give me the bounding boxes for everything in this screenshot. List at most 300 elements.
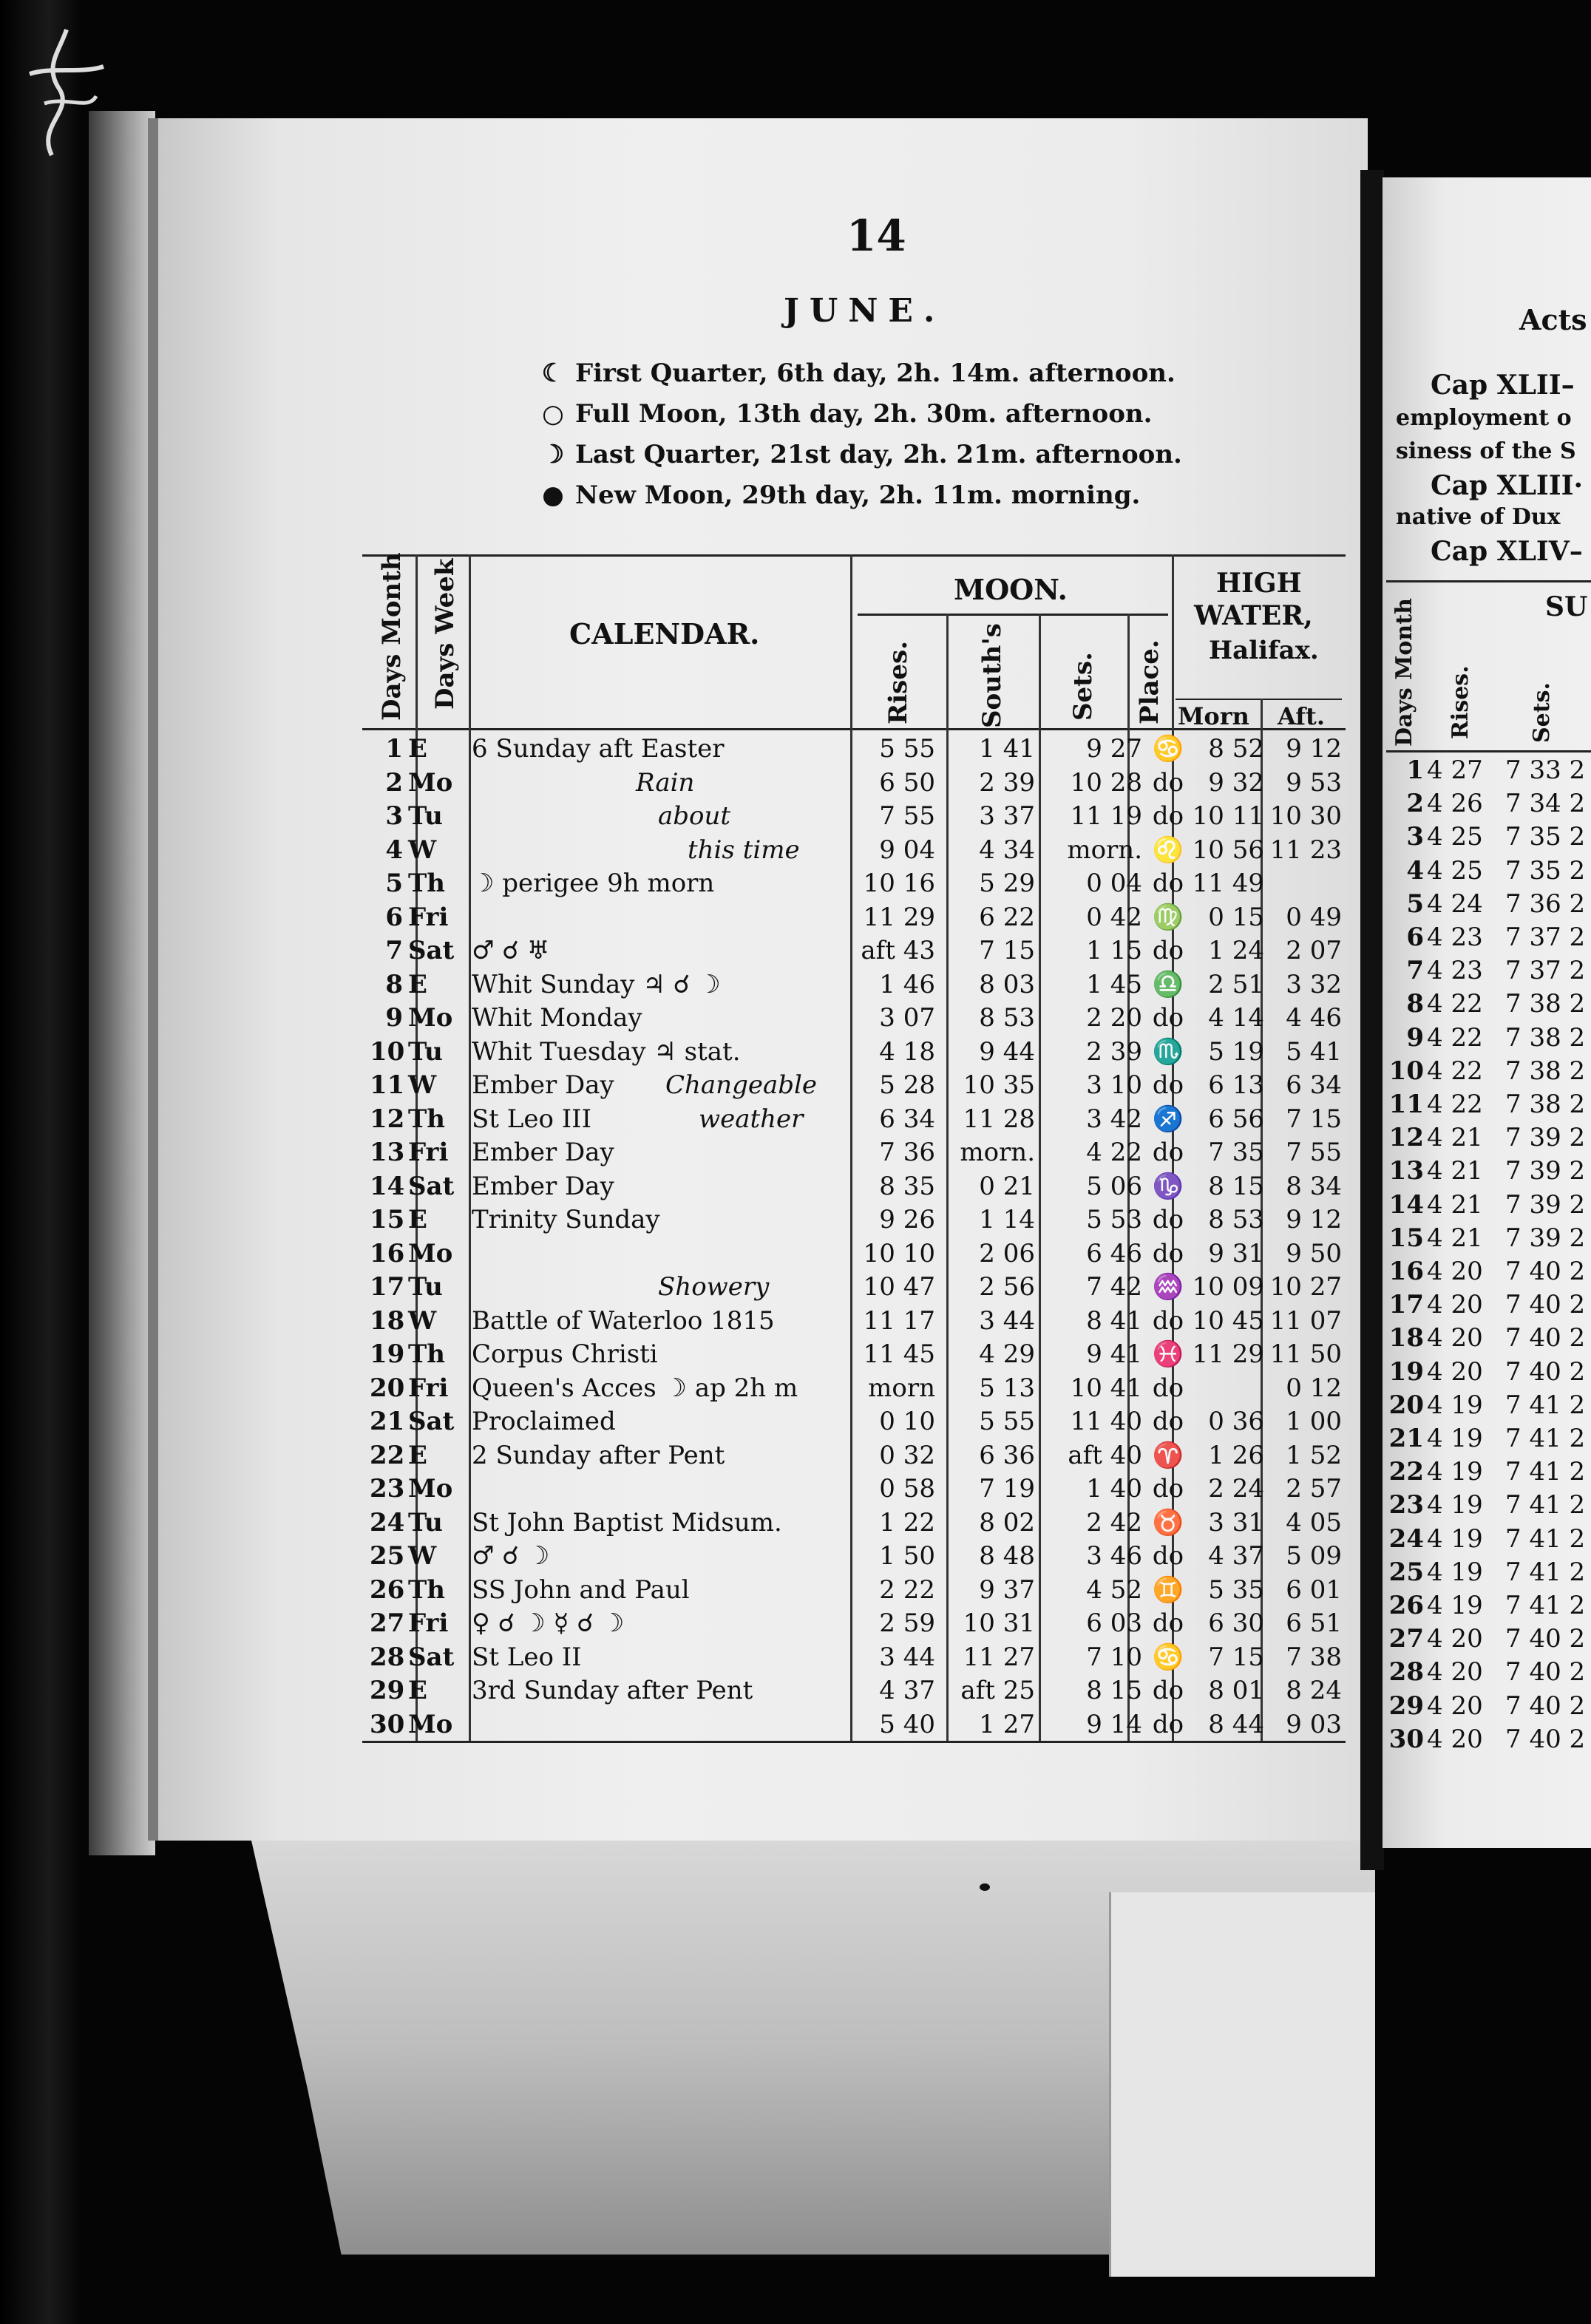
moon-rises: 0 58 (879, 1474, 935, 1504)
water-morn: 4 37 (1208, 1541, 1264, 1571)
sun-sets: 7 37 2 (1505, 956, 1586, 986)
moon-rises: 5 40 (879, 1709, 935, 1739)
rp-header-rule (1386, 750, 1591, 752)
sun-rises: 4 24 (1427, 889, 1483, 919)
water-morn: 8 01 (1208, 1676, 1264, 1705)
water-morn: 11 49 (1192, 869, 1264, 898)
day-of-month: 24 (370, 1507, 405, 1538)
right-table-row (1388, 989, 1591, 1025)
moon-souths: 9 37 (979, 1574, 1035, 1605)
moon-rises: 1 46 (879, 969, 935, 999)
calendar-entry: St Leo III (472, 1104, 592, 1134)
water-rule (1176, 699, 1342, 700)
sun-sets: 7 38 2 (1505, 989, 1586, 1019)
sun-sets: 7 39 2 (1505, 1189, 1586, 1220)
day-of-month: 22 (370, 1440, 405, 1470)
moon-souths: 2 56 (979, 1272, 1035, 1302)
sun-sets: 7 40 2 (1505, 1657, 1586, 1688)
water-aft: 5 09 (1286, 1541, 1342, 1571)
moon-souths: 8 02 (979, 1507, 1035, 1538)
table-row (362, 1070, 1346, 1106)
day-of-week: Th (408, 1104, 446, 1134)
moon-souths: 8 53 (979, 1003, 1035, 1033)
day-of-week: Tu (408, 1272, 443, 1302)
calendar-entry: 3rd Sunday after Pent (472, 1676, 753, 1705)
sun-rises: 4 19 (1427, 1457, 1483, 1487)
rp-header-days: Days Month (1391, 598, 1417, 747)
moon-souths: 11 27 (963, 1642, 1035, 1672)
water-aft: 0 49 (1286, 902, 1342, 932)
right-table-row (1388, 923, 1591, 958)
moon-sets: 6 46 (1086, 1238, 1142, 1268)
moon-place: do (1152, 1474, 1184, 1504)
header-days-week: Days Week (430, 558, 460, 710)
moon-sets: 2 39 (1086, 1036, 1142, 1067)
sun-rises: 4 27 (1427, 755, 1483, 785)
moon-souths: 5 55 (979, 1407, 1035, 1436)
right-table-row (1388, 1490, 1591, 1526)
water-morn: 9 32 (1208, 767, 1264, 798)
day-of-week: W (408, 1305, 437, 1336)
day-of-month: 22 (1388, 1457, 1424, 1487)
moon-place: do (1152, 1373, 1184, 1403)
water-morn: 10 45 (1192, 1305, 1264, 1336)
moon-phase-line (540, 440, 1182, 469)
water-aft: 9 50 (1286, 1238, 1342, 1268)
moon-souths: 11 28 (963, 1104, 1035, 1134)
day-of-month: 3 (1406, 822, 1424, 852)
moon-place: do (1152, 1305, 1184, 1336)
day-of-month: 13 (1388, 1156, 1424, 1186)
calendar-entry: ♂ ☌ ♅ (472, 936, 550, 965)
table-row (362, 1138, 1346, 1173)
calendar-entry: Rain (636, 767, 695, 798)
water-aft: 9 12 (1286, 734, 1342, 764)
moon-sets: 11 40 (1070, 1407, 1142, 1436)
moon-sets: 1 15 (1086, 936, 1142, 965)
sun-sets: 7 35 2 (1505, 855, 1586, 886)
table-row (362, 1239, 1346, 1274)
moon-souths: 2 39 (979, 767, 1035, 798)
right-table-row (1388, 1657, 1591, 1693)
water-aft: 8 34 (1286, 1171, 1342, 1201)
sun-rises: 4 22 (1427, 989, 1483, 1019)
water-aft: 0 12 (1286, 1373, 1342, 1403)
moon-sets: 5 06 (1086, 1171, 1142, 1201)
table-row (362, 1104, 1346, 1140)
day-of-month: 19 (1388, 1356, 1424, 1387)
moon-place: ♎ (1152, 969, 1184, 999)
moon-sets: 0 04 (1086, 869, 1142, 898)
right-table-row (1388, 1023, 1591, 1059)
water-aft: 4 05 (1286, 1507, 1342, 1538)
moon-sets: aft 40 (1068, 1440, 1142, 1470)
table-top-rule (362, 554, 1346, 557)
sun-rises: 4 26 (1427, 789, 1483, 819)
sun-rises: 4 22 (1427, 1022, 1483, 1053)
water-aft: 1 00 (1286, 1407, 1342, 1436)
moon-rises: 8 35 (879, 1171, 935, 1201)
day-of-month: 18 (370, 1305, 405, 1336)
moon-sets: 9 27 (1086, 734, 1142, 764)
day-of-week: E (408, 734, 427, 764)
moon-sets: 1 40 (1086, 1474, 1142, 1504)
table-row (362, 1474, 1346, 1509)
moon-place: do (1152, 767, 1184, 798)
right-page-line: siness of the S (1396, 438, 1576, 464)
water-morn: 8 15 (1208, 1171, 1264, 1201)
header-aft: Aft. (1278, 702, 1325, 730)
water-morn: 1 26 (1208, 1440, 1264, 1470)
day-of-month: 30 (1388, 1724, 1424, 1754)
moon-place: do (1152, 869, 1184, 898)
moon-place: do (1152, 1407, 1184, 1436)
moon-place: ♍ (1152, 902, 1184, 932)
moon-place: ♊ (1152, 1574, 1184, 1605)
table-row (362, 1676, 1346, 1711)
moon-rises: 10 16 (863, 869, 935, 898)
sun-sets: 7 36 2 (1505, 889, 1586, 919)
right-table-row (1388, 1557, 1591, 1593)
gutter (1360, 170, 1384, 1870)
day-of-week: E (408, 1440, 427, 1470)
moon-phase-text: Last Quarter, 21st day, 2h. 21m. afternoon. (575, 440, 1182, 469)
right-table-row (1388, 1056, 1591, 1092)
moon-place: do (1152, 1003, 1184, 1033)
sun-rises: 4 23 (1427, 923, 1483, 952)
moon-sets: 2 20 (1086, 1003, 1142, 1033)
sun-rises: 4 20 (1427, 1323, 1483, 1353)
water-morn: 8 53 (1208, 1205, 1264, 1234)
day-of-month: 16 (370, 1238, 405, 1268)
moon-souths: aft 25 (960, 1676, 1035, 1705)
right-table-row (1388, 1223, 1591, 1259)
day-of-week: Sat (408, 1407, 455, 1436)
day-of-month: 26 (370, 1574, 405, 1605)
day-of-week: Mo (408, 1474, 453, 1504)
day-of-week: Fri (408, 1608, 449, 1638)
table-row (362, 768, 1346, 803)
right-table-row (1388, 1257, 1591, 1292)
binding-edge (0, 0, 81, 2324)
calendar-entry: Whit Sunday ♃ ☌ ☽ (472, 969, 721, 999)
calendar-entry: Corpus Christi (472, 1339, 658, 1369)
water-morn: 0 15 (1208, 902, 1264, 932)
moon-souths: 3 44 (979, 1305, 1035, 1336)
table-row (362, 1339, 1346, 1375)
moon-phase-line (540, 359, 1176, 388)
sun-sets: 7 38 2 (1505, 1022, 1586, 1053)
table-row (362, 970, 1346, 1005)
moon-rises: 9 04 (879, 835, 935, 865)
table-row (362, 1575, 1346, 1611)
moon-phase-text: Full Moon, 13th day, 2h. 30m. afternoon. (575, 399, 1153, 429)
day-of-month: 30 (370, 1709, 405, 1739)
day-of-month: 25 (1388, 1557, 1424, 1587)
weather-note: weather (699, 1104, 804, 1134)
right-table-row (1388, 1190, 1591, 1226)
table-row (362, 936, 1346, 971)
day-of-week: Mo (408, 1238, 453, 1268)
day-of-month: 23 (370, 1474, 405, 1504)
rp-header-su: SU (1545, 591, 1588, 622)
sun-rises: 4 23 (1427, 956, 1483, 986)
first-quarter-moon-icon: ☾ (541, 359, 565, 388)
moon-sets: 4 22 (1086, 1138, 1142, 1167)
day-of-week: Fri (408, 1373, 449, 1403)
moon-place: ♉ (1152, 1507, 1184, 1538)
sun-sets: 7 41 2 (1505, 1457, 1586, 1487)
right-table-row (1388, 755, 1591, 791)
moon-souths: 2 06 (979, 1238, 1035, 1268)
water-aft: 11 50 (1269, 1339, 1342, 1369)
water-aft: 8 24 (1286, 1676, 1342, 1705)
moon-phase-text: New Moon, 29th day, 2h. 11m. morning. (575, 480, 1141, 510)
sun-rises: 4 22 (1427, 1056, 1483, 1086)
day-of-month: 29 (1388, 1691, 1424, 1721)
day-of-month: 19 (370, 1339, 405, 1369)
table-row (362, 1272, 1346, 1308)
moon-rises: 6 50 (879, 767, 935, 798)
water-morn: 4 14 (1208, 1003, 1264, 1033)
sun-sets: 7 40 2 (1505, 1691, 1586, 1721)
moon-place: do (1152, 1070, 1184, 1100)
moon-phase-line (540, 399, 1152, 429)
moon-place: ♌ (1152, 835, 1184, 865)
moon-sets: 9 14 (1086, 1709, 1142, 1739)
day-of-week: Tu (408, 801, 443, 831)
day-of-month: 9 (1406, 1022, 1424, 1053)
day-of-week: E (408, 1205, 427, 1234)
table-row (362, 1508, 1346, 1543)
calendar-entry: Whit Tuesday ♃ stat. (472, 1036, 741, 1067)
day-of-month: 21 (370, 1407, 405, 1436)
moon-souths: 6 36 (979, 1440, 1035, 1470)
moon-sets: 11 19 (1070, 801, 1142, 831)
header-water: WATER, (1194, 600, 1313, 631)
moon-rises: 3 44 (879, 1642, 935, 1672)
header-days-month: Days Month (377, 552, 407, 721)
header-calendar: CALENDAR. (569, 617, 760, 650)
table-row (362, 1003, 1346, 1039)
moon-sets: 10 28 (1070, 767, 1142, 798)
moon-rises: 0 32 (879, 1440, 935, 1470)
moon-place: do (1152, 1608, 1184, 1638)
day-of-week: Mo (408, 1003, 453, 1033)
moon-souths: 7 15 (979, 936, 1035, 965)
right-table-row (1388, 1725, 1591, 1760)
water-aft: 2 07 (1286, 936, 1342, 965)
sun-rises: 4 20 (1427, 1257, 1483, 1286)
sun-rises: 4 20 (1427, 1691, 1483, 1721)
day-of-month: 29 (370, 1676, 405, 1705)
sun-rises: 4 20 (1427, 1290, 1483, 1320)
moon-rises: 5 28 (879, 1070, 935, 1100)
sun-rises: 4 21 (1427, 1123, 1483, 1153)
right-table-row (1388, 1123, 1591, 1158)
water-morn: 7 35 (1208, 1138, 1264, 1167)
sun-sets: 7 40 2 (1505, 1290, 1586, 1320)
day-of-month: 6 (385, 902, 403, 932)
day-of-month: 14 (370, 1171, 405, 1201)
sun-rises: 4 25 (1427, 822, 1483, 852)
moon-sets: 3 42 (1086, 1104, 1142, 1134)
water-aft: 11 23 (1269, 835, 1342, 865)
calendar-entry: Battle of Waterloo 1815 (472, 1305, 775, 1336)
moon-souths: 4 34 (979, 835, 1035, 865)
page-number: 14 (847, 211, 906, 261)
calendar-entry: Whit Monday (472, 1003, 642, 1033)
header-souths: South's (977, 623, 1007, 728)
water-aft: 6 34 (1286, 1070, 1342, 1100)
moon-place: ♋ (1152, 1642, 1184, 1672)
moon-sets: 7 10 (1086, 1642, 1142, 1672)
calendar-entry: SS John and Paul (472, 1574, 690, 1605)
moon-sets: 6 03 (1086, 1608, 1142, 1638)
table-row (362, 1407, 1346, 1442)
day-of-month: 15 (1388, 1223, 1424, 1253)
day-of-month: 3 (385, 801, 403, 831)
day-of-month: 7 (385, 936, 403, 965)
day-of-month: 4 (385, 835, 403, 865)
moon-rises: 7 55 (879, 801, 935, 831)
moon-souths: 10 35 (963, 1070, 1035, 1100)
calendar-entry: St John Baptist Midsum. (472, 1507, 782, 1538)
sun-rises: 4 19 (1427, 1424, 1483, 1453)
table-row (362, 801, 1346, 837)
sun-sets: 7 33 2 (1505, 755, 1586, 785)
day-of-week: Fri (408, 1138, 449, 1167)
day-of-week: W (408, 1070, 437, 1100)
water-morn: 5 35 (1208, 1574, 1264, 1605)
last-quarter-moon-icon: ☽ (541, 440, 565, 469)
moon-sets: 3 10 (1086, 1070, 1142, 1100)
day-of-month: 7 (1406, 956, 1424, 986)
day-of-month: 2 (1406, 789, 1424, 819)
moon-place: ♏ (1152, 1036, 1184, 1067)
right-page-line: Cap XLII– (1431, 370, 1575, 401)
sun-rises: 4 20 (1427, 1657, 1483, 1688)
water-aft: 9 12 (1286, 1205, 1342, 1234)
water-aft: 2 57 (1286, 1474, 1342, 1504)
right-page-line: Cap XLIII· (1431, 470, 1583, 501)
water-morn: 6 13 (1208, 1070, 1264, 1100)
sun-sets: 7 38 2 (1505, 1056, 1586, 1086)
calendar-entry: Trinity Sunday (472, 1205, 660, 1234)
right-table-row (1388, 956, 1591, 991)
page-stack-strip (1109, 1892, 1375, 2277)
right-table-row (1388, 1357, 1591, 1393)
table-row (362, 835, 1346, 871)
calendar-entry: St Leo II (472, 1642, 582, 1672)
table-row (362, 1205, 1346, 1240)
table-row (362, 734, 1346, 769)
full-moon-icon: ○ (542, 399, 564, 429)
calendar-entry: ☽ perigee 9h morn (472, 869, 715, 898)
moon-sets: 7 42 (1086, 1272, 1142, 1302)
sun-sets: 7 39 2 (1505, 1223, 1586, 1253)
water-morn: 8 44 (1208, 1709, 1264, 1739)
moon-rises: 7 36 (879, 1138, 935, 1167)
day-of-week: Mo (408, 767, 453, 798)
day-of-month: 23 (1388, 1490, 1424, 1521)
moon-rises: 9 26 (879, 1205, 935, 1234)
moon-sets: 5 53 (1086, 1205, 1142, 1234)
moon-souths: 6 22 (979, 902, 1035, 932)
table-row (362, 1608, 1346, 1644)
sun-rises: 4 19 (1427, 1523, 1483, 1554)
moon-rises: 10 10 (863, 1238, 935, 1268)
ink-dot (980, 1883, 990, 1891)
sun-sets: 7 40 2 (1505, 1356, 1586, 1387)
water-morn: 6 30 (1208, 1608, 1264, 1638)
header-high: HIGH (1216, 568, 1302, 599)
day-of-week: E (408, 1676, 427, 1705)
moon-souths: 1 27 (979, 1709, 1035, 1739)
moon-rises: aft 43 (861, 936, 935, 965)
table-row (362, 1441, 1346, 1476)
moon-rises: 11 29 (863, 902, 935, 932)
calendar-entry: ♂ ☌ ☽ (472, 1541, 550, 1571)
table-row (362, 1541, 1346, 1577)
table-row (362, 1710, 1346, 1745)
table-row (362, 1172, 1346, 1207)
day-of-month: 16 (1388, 1257, 1424, 1286)
moon-souths: morn. (960, 1138, 1035, 1167)
moon-souths: 0 21 (979, 1171, 1035, 1201)
header-halifax: Halifax. (1209, 636, 1319, 665)
day-of-month: 20 (1388, 1390, 1424, 1420)
moon-souths: 3 37 (979, 801, 1035, 831)
water-aft: 11 07 (1269, 1305, 1342, 1336)
calendar-entry: ♀ ☌ ☽ ☿ ☌ ☽ (472, 1608, 625, 1638)
moon-rises: 0 10 (879, 1407, 935, 1436)
sun-rises: 4 22 (1427, 1090, 1483, 1119)
weather-note: Changeable (665, 1070, 817, 1100)
water-aft: 6 51 (1286, 1608, 1342, 1638)
moon-rises: 4 18 (879, 1036, 935, 1067)
calendar-entry: Ember Day (472, 1171, 614, 1201)
header-rises: Rises. (883, 641, 913, 724)
water-morn: 11 29 (1192, 1339, 1264, 1369)
new-moon-icon: ● (542, 480, 564, 510)
sun-sets: 7 37 2 (1505, 923, 1586, 952)
right-page-line: native of Dux (1396, 504, 1561, 530)
moon-place: do (1152, 1709, 1184, 1739)
moon-rises: 6 34 (879, 1104, 935, 1134)
sun-sets: 7 40 2 (1505, 1257, 1586, 1286)
sun-rises: 4 20 (1427, 1624, 1483, 1654)
water-morn: 2 24 (1208, 1474, 1264, 1504)
sun-rises: 4 21 (1427, 1223, 1483, 1253)
day-of-month: 5 (1406, 889, 1424, 919)
moon-sets: 4 52 (1086, 1574, 1142, 1605)
moon-rises: 5 55 (879, 734, 935, 764)
moon-rises: 10 47 (863, 1272, 935, 1302)
moon-rises: 2 22 (879, 1574, 935, 1605)
moon-souths: 7 19 (979, 1474, 1035, 1504)
day-of-month: 10 (370, 1036, 405, 1067)
moon-place: do (1152, 1541, 1184, 1571)
moon-place: ♐ (1152, 1104, 1184, 1134)
day-of-month: 10 (1388, 1056, 1424, 1086)
moon-rises: 3 07 (879, 1003, 935, 1033)
day-of-month: 28 (1388, 1657, 1424, 1688)
calendar-entry: Ember Day (472, 1070, 614, 1100)
right-table-row (1388, 1457, 1591, 1492)
day-of-week: Tu (408, 1036, 443, 1067)
water-aft: 7 55 (1286, 1138, 1342, 1167)
